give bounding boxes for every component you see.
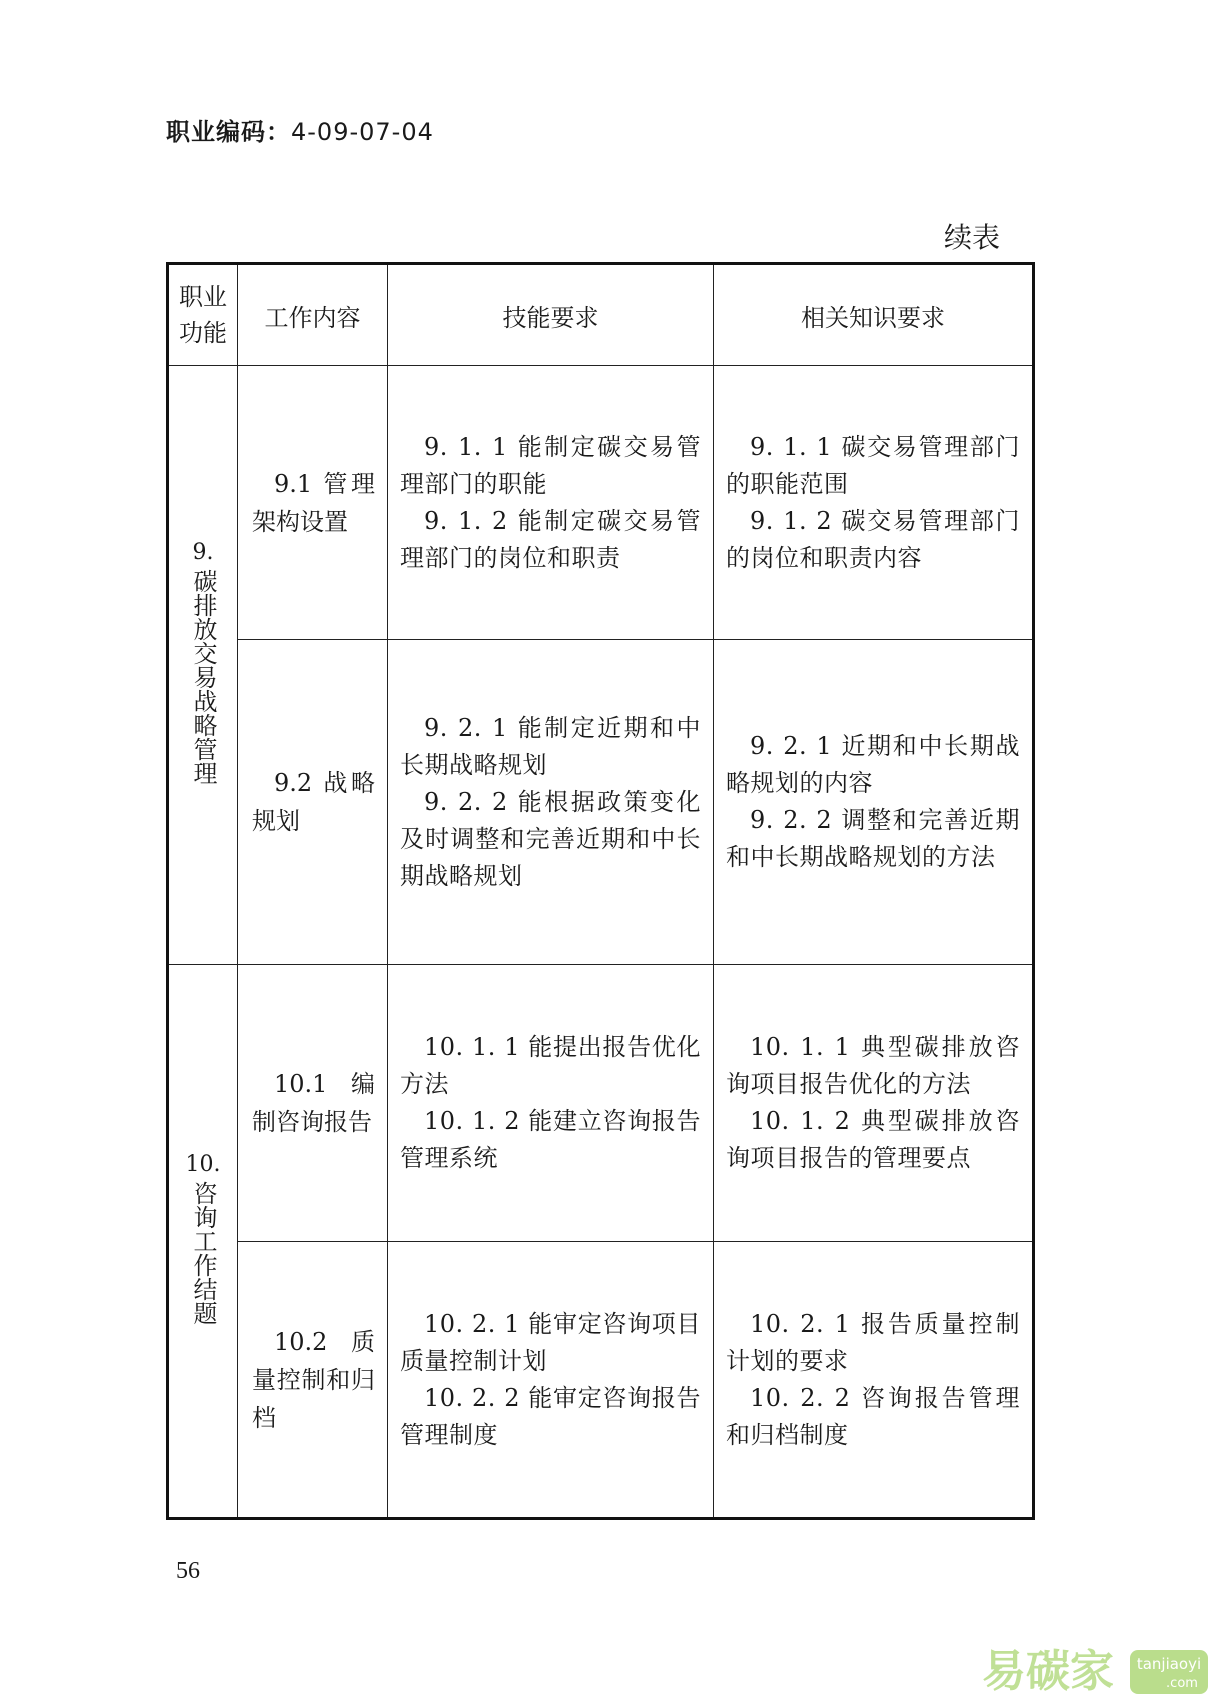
skill-item: 10. 1. 1 能提出报告优化方法	[400, 1033, 701, 1098]
skill-cell	[388, 640, 714, 965]
module-10-cell	[168, 965, 238, 1519]
knowledge-cell	[714, 366, 1034, 640]
skill-item: 10. 2. 1 能审定咨询项目质量控制计划	[400, 1309, 701, 1375]
header-work-content: 工作内容	[238, 264, 388, 366]
knowledge-item: 9. 1. 2 碳交易管理部门的岗位和职责内容	[726, 506, 1020, 572]
knowledge-item: 9. 1. 1 碳交易管理部门的职能范围	[726, 432, 1020, 498]
knowledge-item: 10. 2. 2 咨询报告管理和归档制度	[726, 1383, 1020, 1449]
table-row	[168, 1242, 1034, 1519]
table-row	[168, 366, 1034, 640]
table-header-row	[168, 264, 1034, 366]
header-skill-requirements: 技能要求	[388, 264, 714, 366]
module-title: 咨询工作结题	[189, 1180, 217, 1325]
skill-item: 9. 2. 1 能制定近期和中长期战略规划	[400, 713, 701, 779]
skill-item: 9. 1. 2 能制定碳交易管理部门的岗位和职责	[400, 506, 701, 572]
continued-table-label: 续表	[944, 221, 1001, 254]
watermark-domain-bottom: .com	[1166, 1676, 1198, 1691]
knowledge-cell	[714, 640, 1034, 965]
work-content-cell	[238, 965, 388, 1242]
work-title: 管理架构设置	[252, 469, 375, 536]
skill-cell	[388, 366, 714, 640]
knowledge-cell	[714, 965, 1034, 1242]
skill-cell	[388, 1242, 714, 1519]
knowledge-item: 9. 2. 2 调整和完善近期和中长期战略规划的方法	[726, 806, 1020, 871]
work-number: 9.1	[274, 469, 313, 498]
skill-item: 10. 2. 2 能审定咨询报告管理制度	[400, 1383, 701, 1449]
work-content-cell	[238, 640, 388, 965]
table-row	[168, 965, 1034, 1242]
knowledge-item: 10. 1. 2 典型碳排放咨询项目报告的管理要点	[726, 1107, 1020, 1172]
skill-item: 10. 1. 2 能建立咨询报告管理系统	[400, 1107, 701, 1172]
watermark-text: 易碳家	[982, 1646, 1114, 1697]
watermark-domain-top: tanjiaoyi	[1136, 1655, 1202, 1673]
skill-item: 9. 2. 2 能根据政策变化及时调整和完善近期和中长期战略规划	[400, 787, 701, 890]
occupation-code-label: 职业编码：	[166, 118, 291, 146]
work-number: 10.2	[274, 1327, 328, 1356]
work-title: 编制咨询报告	[252, 1070, 375, 1136]
knowledge-item: 9. 2. 1 近期和中长期战略规划的内容	[726, 732, 1020, 797]
table-row	[168, 640, 1034, 965]
watermark-logo	[982, 1640, 1212, 1700]
work-title: 战略规划	[252, 769, 375, 835]
module-number: 9.	[192, 539, 214, 565]
header-knowledge-requirements: 相关知识要求	[714, 264, 1034, 366]
occupation-code-value: 4-09-07-04	[291, 118, 434, 146]
knowledge-item: 10. 2. 1 报告质量控制计划的要求	[726, 1309, 1020, 1375]
work-number: 9.2	[274, 769, 313, 797]
knowledge-cell	[714, 1242, 1034, 1519]
module-number: 10.	[185, 1151, 221, 1177]
occupation-code	[166, 112, 434, 147]
work-content-cell	[238, 366, 388, 640]
module-title: 碳排放交易战略管理	[189, 568, 217, 785]
page-number: 56	[176, 1558, 200, 1584]
skills-table	[166, 262, 1035, 1520]
work-number: 10.1	[274, 1070, 328, 1098]
skill-item: 9. 1. 1 能制定碳交易管理部门的职能	[400, 432, 701, 498]
module-9-cell	[168, 366, 238, 965]
skill-cell	[388, 965, 714, 1242]
work-content-cell	[238, 1242, 388, 1519]
work-title: 质量控制和归档	[252, 1327, 375, 1432]
header-occupation-function: 职业功能	[168, 264, 238, 366]
knowledge-item: 10. 1. 1 典型碳排放咨询项目报告优化的方法	[726, 1033, 1020, 1098]
